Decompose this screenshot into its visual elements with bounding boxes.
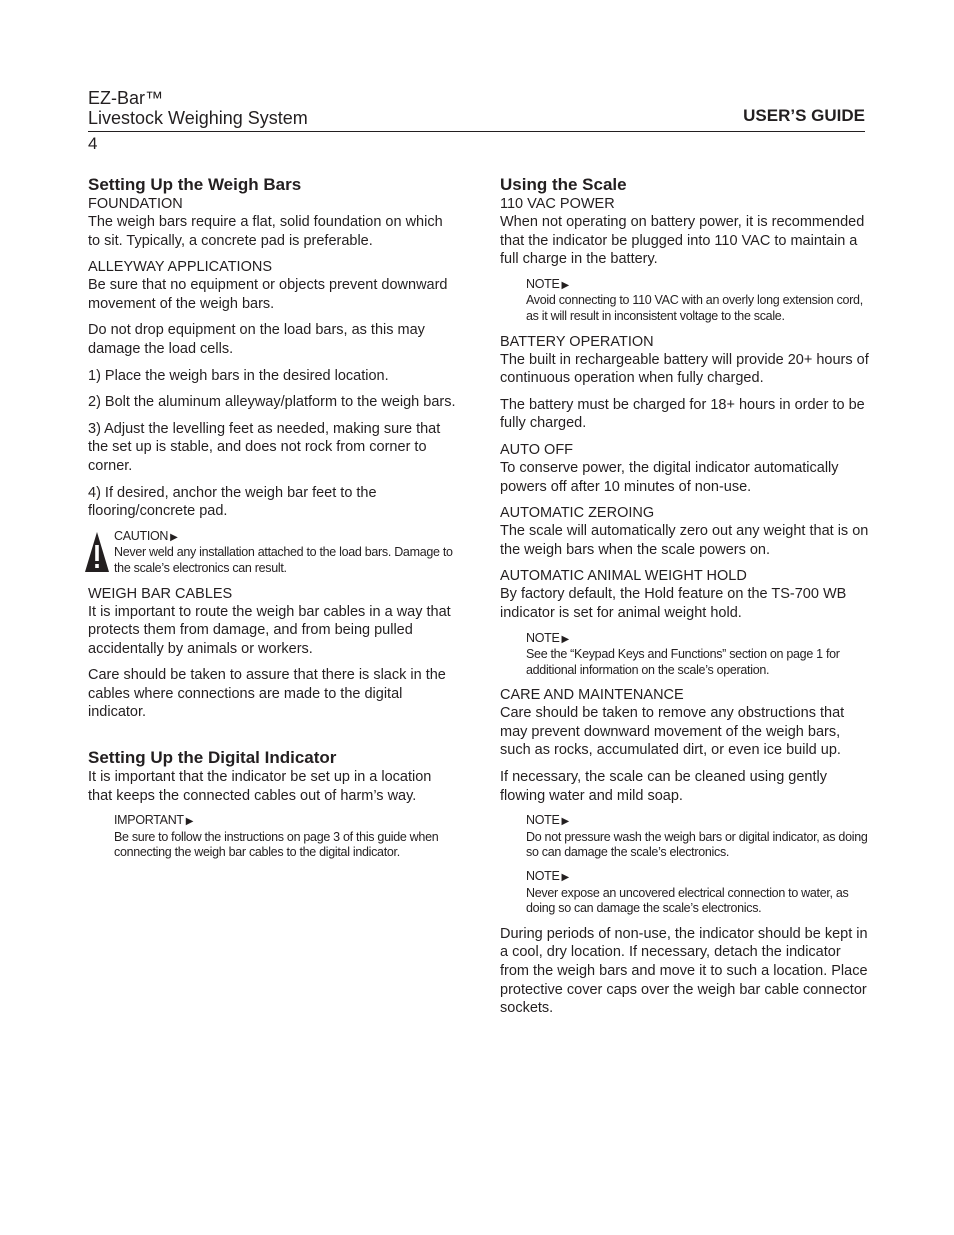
brand-block <box>88 88 308 128</box>
important-note <box>114 813 458 861</box>
product-name: EZ-Bar™ <box>88 88 164 108</box>
heading-alleyway: ALLEYWAY APPLICATIONS <box>88 259 273 276</box>
warning-triangle-icon <box>84 531 110 573</box>
cables-text-2: Care should be taken to assure that there is slack in the cables where connections are made to the digital indicator. <box>88 667 446 721</box>
note-label: NOTE ▶ <box>526 630 569 645</box>
note-label: NOTE ▶ <box>526 813 569 828</box>
heading-hold: AUTOMATIC ANIMAL WEIGHT HOLD <box>500 568 747 585</box>
section-title-weigh-bars: Setting Up the Weigh Bars <box>88 175 302 194</box>
heading-auto-off: AUTO OFF <box>500 441 574 458</box>
important-label: IMPORTANT ▶ <box>114 813 194 828</box>
section-title-scale: Using the Scale <box>500 175 627 194</box>
heading-foundation: FOUNDATION <box>88 196 183 212</box>
section-title-indicator: Setting Up the Digital Indicator <box>88 748 337 768</box>
care-text-3: During periods of non-use, the indicator should be kept in a cool, dry location. If necessary, detach the indicator from the weigh bars and move it to such a location. Place protective cover caps over the weigh bar cable connector sockets. <box>500 925 868 1017</box>
important-text: Be sure to follow the instructions on page 3 of this guide when connecting the weigh bar cables to the digital indicator. <box>114 829 439 860</box>
hold-note-text: See the “Keypad Keys and Functions” section on page 1 for additional information on the scale’s operation. <box>526 647 840 677</box>
page-header <box>88 88 865 132</box>
right-triangle-icon: ▶ <box>561 872 569 884</box>
right-column <box>500 175 870 1026</box>
auto-off-text: To conserve power, the digital indicator automatically powers off after 10 minutes of non-use. <box>500 459 839 495</box>
heading-zeroing: AUTOMATIC ZEROING <box>500 505 655 522</box>
right-triangle-icon: ▶ <box>561 816 569 828</box>
hold-note <box>526 631 870 679</box>
right-triangle-icon: ▶ <box>185 816 194 828</box>
care-note-2 <box>526 869 870 917</box>
alleyway-text-1: Be sure that no equipment or objects prevent downward movement of the weigh bars. <box>88 277 448 312</box>
cables-text-1: It is important to route the weigh bar cables in a way that protects them from damage, and from being pulled accidentally by animals or workers. <box>88 603 451 657</box>
page-number: 4 <box>88 134 98 153</box>
heading-vac: 110 VAC POWER <box>500 196 615 212</box>
care-text-1: Care should be taken to remove any obstructions that may prevent downward movement of the weigh bars, such as rocks, accumulated dirt, or even ice build up. <box>500 705 845 759</box>
foundation-text: The weigh bars require a flat, solid foundation on which to sit. Typically, a concrete pad is preferable. <box>88 214 443 249</box>
caution-box <box>88 529 458 577</box>
battery-text-1: The built in rechargeable battery will provide 20+ hours of continuous operation when fully charged. <box>500 351 869 387</box>
step-4: 4) If desired, anchor the weigh bar feet to the flooring/concrete pad. <box>88 484 377 520</box>
care-note-2-text: Never expose an uncovered electrical connection to water, as doing so can damage the scale’s electronics. <box>526 885 849 916</box>
right-triangle-icon: ▶ <box>561 633 569 645</box>
step-2: 2) Bolt the aluminum alleyway/platform to the weigh bars. <box>88 394 456 411</box>
guide-title: USER’S GUIDE <box>743 106 865 125</box>
indicator-text: It is important that the indicator be set up in a location that keeps the connected cables out of harm’s way. <box>88 769 432 804</box>
vac-text: When not operating on battery power, it is recommended that the indicator be plugged into 110 VAC to maintain a full charge in the battery. <box>500 214 865 268</box>
right-triangle-icon: ▶ <box>170 531 178 543</box>
step-1: 1) Place the weigh bars in the desired location. <box>88 367 389 384</box>
right-triangle-icon: ▶ <box>561 279 569 291</box>
note-label: NOTE ▶ <box>526 276 569 291</box>
step-3: 3) Adjust the levelling feet as needed, making sure that the set up is stable, and does not rock from corner to corner. <box>88 420 441 474</box>
left-column <box>88 175 458 869</box>
vac-note <box>526 277 870 325</box>
heading-care: CARE AND MAINTENANCE <box>500 687 684 704</box>
battery-text-2: The battery must be charged for 18+ hours in order to be fully charged. <box>500 396 865 432</box>
vac-note-text: Avoid connecting to 110 VAC with an overly long extension cord, as it will result in inconsistent voltage to the scale. <box>526 293 863 323</box>
caution-text: Never weld any installation attached to the load bars. Damage to the scale’s electronics can result. <box>114 545 453 575</box>
care-note-1 <box>526 813 870 861</box>
product-subtitle: Livestock Weighing System <box>88 108 308 128</box>
heading-cables: WEIGH BAR CABLES <box>88 585 233 602</box>
caution-label: CAUTION ▶ <box>114 528 178 543</box>
care-text-2: If necessary, the scale can be cleaned using gently flowing water and mild soap. <box>500 769 827 804</box>
heading-battery: BATTERY OPERATION <box>500 333 654 350</box>
hold-text: By factory default, the Hold feature on the TS-700 WB indicator is set for animal weight hold. <box>500 586 847 621</box>
note-label: NOTE ▶ <box>526 869 569 884</box>
alleyway-text-2: Do not drop equipment on the load bars, as this may damage the load cells. <box>88 322 425 357</box>
care-note-1-text: Do not pressure wash the weigh bars or digital indicator, as doing so can damage the scale’s electronics. <box>526 829 868 860</box>
zeroing-text: The scale will automatically zero out any weight that is on the weigh bars when the scale powers on. <box>500 523 869 558</box>
